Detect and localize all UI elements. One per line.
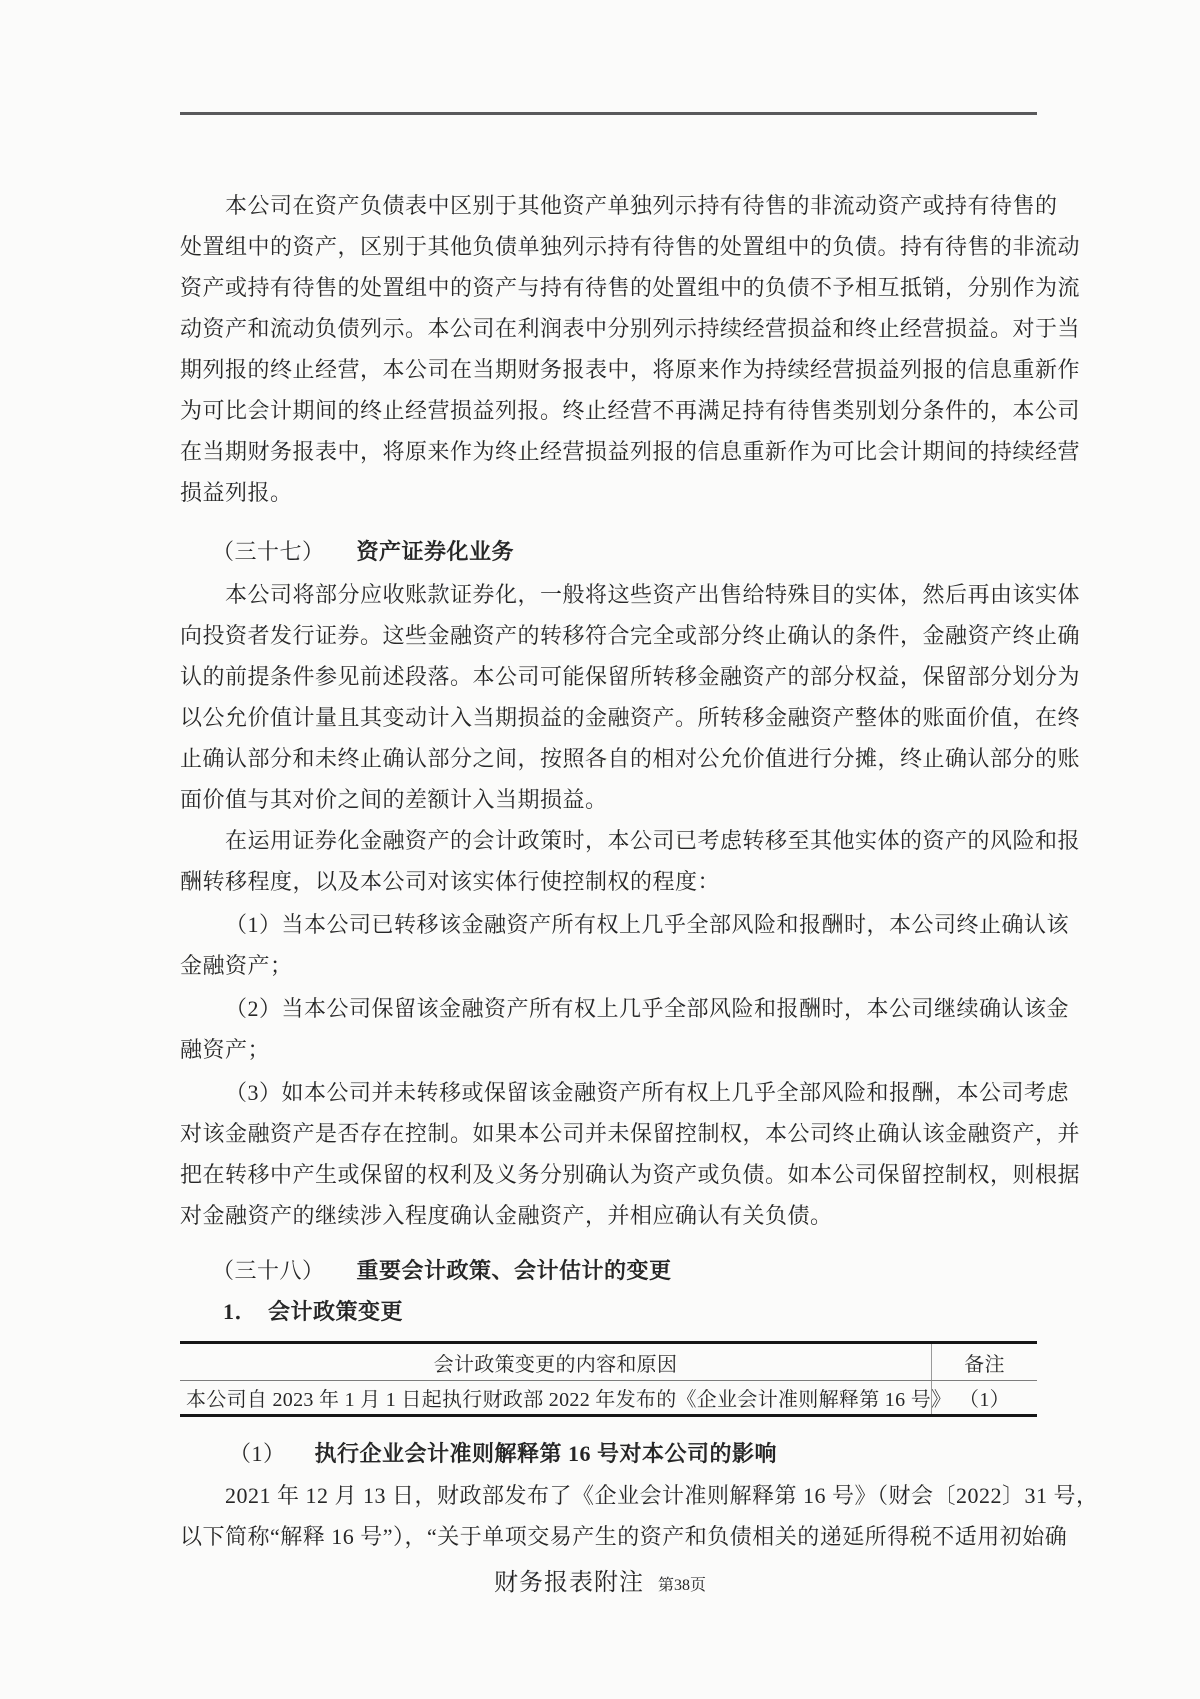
- text-line: 在当期财务报表中，将原来作为终止经营损益列报的信息重新作为可比会计期间的持续经营: [180, 439, 1081, 464]
- section-heading-38: [180, 1250, 1037, 1291]
- paragraph-interpretation-16: [180, 1475, 1099, 1557]
- list-item-3: [180, 1072, 1081, 1236]
- text-line: （2）当本公司保留该金融资产所有权上几乎全部风险和报酬时，本公司继续确认该金: [225, 996, 1070, 1021]
- table-cell-content: 本公司自 2023 年 1 月 1 日起执行财政部 2022 年发布的《企业会计准则解释第 16 号》: [186, 1389, 952, 1411]
- text-line: 酬转移程度，以及本公司对该实体行使控制权的程度：: [180, 869, 721, 894]
- section-title: 重要会计政策、会计估计的变更: [356, 1258, 672, 1283]
- text-line: 在运用证券化金融资产的会计政策时，本公司已考虑转移至其他实体的资产的风险和报: [225, 828, 1081, 853]
- section-number: （三十八）: [212, 1258, 325, 1283]
- table-cell-note: （1）: [932, 1381, 1038, 1416]
- subsection-heading-policy-change: [180, 1291, 1037, 1332]
- header-rule: [180, 112, 1037, 115]
- paragraph-policy-application: [180, 820, 1081, 902]
- table-header-content: 会计政策变更的内容和原因: [180, 1343, 932, 1381]
- text-line: 本公司将部分应收账款证券化，一般将这些资产出售给特殊目的实体，然后再由该实体: [225, 582, 1081, 607]
- text-line: 2021 年 12 月 13 日，财政部发布了《企业会计准则解释第 16 号》（财会〔2022〕31 号，: [225, 1483, 1099, 1508]
- text-line: 处置组中的资产，区别于其他负债单独列示持有待售的处置组中的负债。持有待售的非流动: [180, 234, 1081, 259]
- list-item-2: [180, 988, 1070, 1070]
- text-line: 损益列报。: [180, 480, 293, 505]
- text-line: 把在转移中产生或保留的权利及义务分别确认为资产或负债。如本公司保留控制权，则根据: [180, 1162, 1081, 1187]
- text-line: 本公司在资产负债表中区别于其他资产单独列示持有待售的非流动资产或持有待售的: [225, 193, 1058, 218]
- table-header-row: [180, 1343, 1037, 1381]
- policy-change-table: [180, 1341, 1037, 1417]
- text-line: 面价值与其对价之间的差额计入当期损益。: [180, 787, 608, 812]
- subsection-number: 1．: [223, 1299, 258, 1324]
- text-line: 止确认部分和未终止确认部分之间，按照各自的相对公允价值进行分摊，终止确认部分的账: [180, 746, 1081, 771]
- footer-title: 财务报表附注: [493, 1570, 644, 1596]
- page-body: [180, 0, 1099, 1557]
- text-line: 为可比会计期间的终止经营损益列报。终止经营不再满足持有待售类别划分条件的，本公司: [180, 398, 1081, 423]
- text-line: 金融资产；: [180, 953, 293, 978]
- list-item-1: [180, 904, 1070, 986]
- paragraph-held-for-sale: [180, 185, 1081, 513]
- paragraph-securitization: [180, 574, 1081, 820]
- text-line: 动资产和流动负债列示。本公司在利润表中分别列示持续经营损益和终止经营损益。对于当: [180, 316, 1081, 341]
- table-header-note: 备注: [932, 1343, 1038, 1381]
- text-line: （1）当本公司已转移该金融资产所有权上几乎全部风险和报酬时，本公司终止确认该: [225, 912, 1070, 937]
- footer-page-number: 第38页: [657, 1577, 706, 1594]
- subsection-heading-interpretation-16: [180, 1433, 1037, 1474]
- subsection-title: 执行企业会计准则解释第 16 号对本公司的影响: [314, 1441, 778, 1466]
- text-line: 认的前提条件参见前述段落。本公司可能保留所转移金融资产的部分权益，保留部分划分为: [180, 664, 1081, 689]
- section-number: （三十七）: [212, 539, 325, 564]
- section-heading-37: [180, 531, 1037, 572]
- page-footer: [0, 1564, 1200, 1602]
- text-line: 融资产；: [180, 1037, 271, 1062]
- text-line: 以下简称“解释 16 号”），“关于单项交易产生的资产和负债相关的递延所得税不适用初始确: [180, 1524, 1068, 1549]
- subsection-number: （1）: [229, 1441, 286, 1466]
- table-row: [180, 1381, 1037, 1416]
- text-line: 对金融资产的继续涉入程度确认金融资产，并相应确认有关负债。: [180, 1203, 833, 1228]
- text-line: 资产或持有待售的处置组中的资产与持有待售的处置组中的负债不予相互抵销，分别作为流: [180, 275, 1081, 300]
- text-line: 对该金融资产是否存在控制。如果本公司并未保留控制权，本公司终止确认该金融资产，并: [180, 1121, 1081, 1146]
- text-line: 以公允价值计量且其变动计入当期损益的金融资产。所转移金融资产整体的账面价值，在终: [180, 705, 1081, 730]
- text-line: 期列报的终止经营，本公司在当期财务报表中，将原来作为持续经营损益列报的信息重新作: [180, 357, 1081, 382]
- text-line: 向投资者发行证券。这些金融资产的转移符合完全或部分终止确认的条件，金融资产终止确: [180, 623, 1081, 648]
- text-line: （3）如本公司并未转移或保留该金融资产所有权上几乎全部风险和报酬，本公司考虑: [225, 1080, 1070, 1105]
- subsection-title: 会计政策变更: [268, 1299, 404, 1324]
- section-title: 资产证券化业务: [356, 539, 515, 564]
